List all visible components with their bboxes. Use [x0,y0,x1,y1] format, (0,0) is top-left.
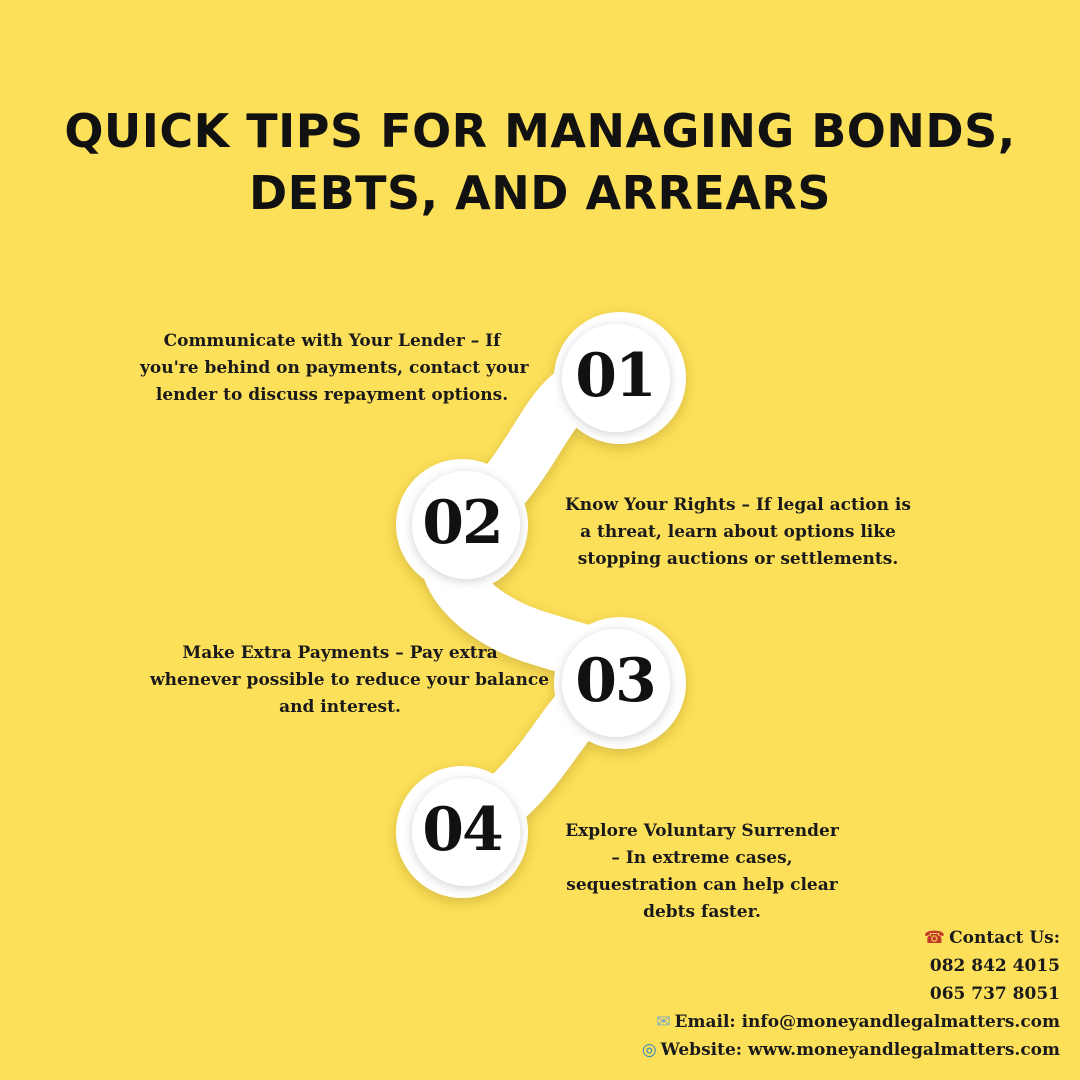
step-4-line-3: sequestration can help clear [566,875,838,895]
step-1-line-2: you're behind on payments, contact your [140,358,529,378]
step-4-line-4: debts faster. [643,902,761,922]
title-line-2: DEBTS, AND ARREARS [249,166,831,220]
contact-email-row [642,1008,1060,1036]
step-number-2: 02 [422,488,502,558]
step-3-line-2: whenever possible to reduce your balance [150,670,550,690]
contact-phone-2[interactable]: 065 737 8051 [929,984,1060,1004]
step-text-3 [150,640,550,721]
envelope-icon: ✉ [656,1012,671,1032]
step-3-line-3: and interest. [279,697,401,717]
title-line-1: QUICK TIPS FOR MANAGING BONDS, [64,104,1016,158]
step-number-4: 04 [422,795,502,865]
step-text-4 [560,818,844,926]
contact-heading: Contact Us: [949,928,1060,948]
step-text-1 [140,328,529,409]
step-2-line-2: a threat, learn about options like [580,522,896,542]
step-2-line-3: stopping auctions or settlements. [577,549,899,569]
step-1-line-1: Communicate with Your Lender – If [163,331,501,351]
step-4-line-2: – In extreme cases, [611,848,793,868]
step-4-line-1: Explore Voluntary Surrender [565,821,839,841]
step-1-line-3: lender to discuss repayment options. [155,385,509,405]
step-2-line-1: Know Your Rights – If legal action is [565,495,911,515]
phone-icon: ☎ [923,928,946,948]
step-3-line-1: Make Extra Payments – Pay extra [182,643,498,663]
contact-heading-row [642,924,1060,952]
contact-email[interactable]: Email: info@moneyandlegalmatters.com [674,1012,1060,1032]
contact-website[interactable]: Website: www.moneyandlegalmatters.com [660,1040,1060,1060]
contact-website-row [642,1036,1060,1064]
step-text-2 [560,492,916,573]
globe-icon: ◎ [641,1040,657,1060]
step-number-3: 03 [575,646,655,716]
contact-block [642,924,1060,1064]
contact-phone-1[interactable]: 082 842 4015 [929,956,1060,976]
step-number-1: 01 [575,341,655,411]
